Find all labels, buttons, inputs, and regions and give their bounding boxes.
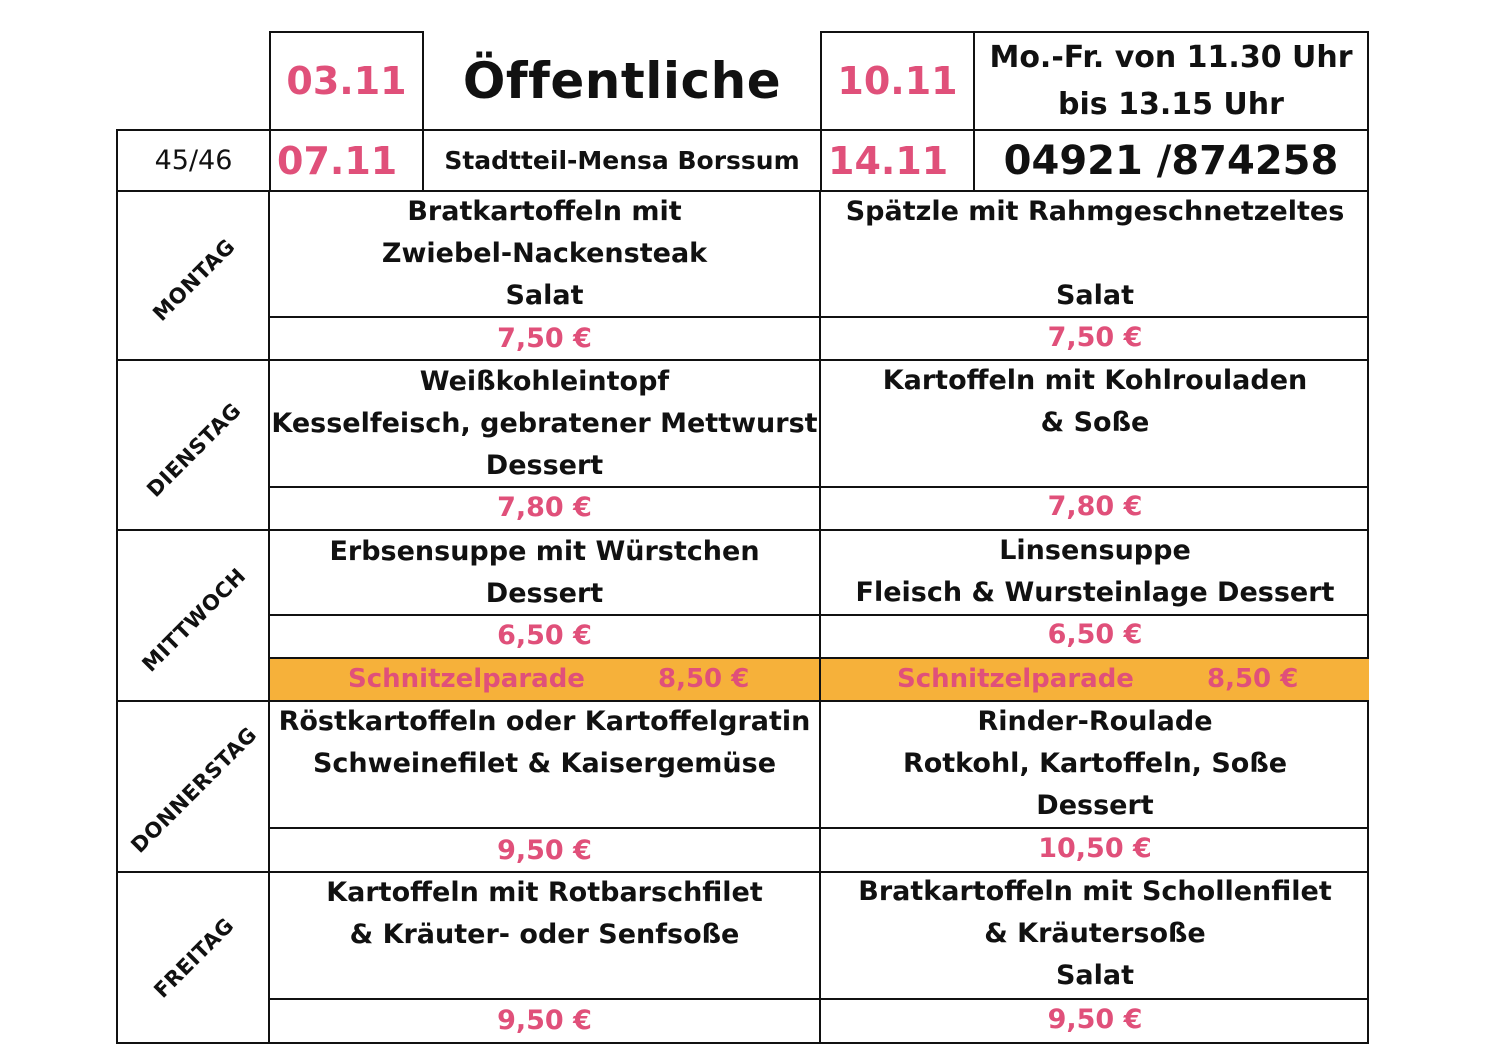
menu-item-text: Weißkohleintopf Kesselfeisch, gebratener Mettwurst Dessert <box>271 366 818 481</box>
hours-cell <box>973 31 1369 131</box>
hours-line1: Mo.-Fr. von 11.30 Uhr <box>989 40 1353 75</box>
week2-end-cell <box>820 129 975 192</box>
special-offer-label: Schnitzelparade <box>348 664 585 694</box>
price-label: 9,50 € <box>497 835 592 866</box>
menu-item-text: Linsensuppe Fleisch & Wursteinlage Dessert <box>855 535 1335 608</box>
price-label: 6,50 € <box>1047 619 1143 650</box>
special-offer-price: 8,50 € <box>1207 664 1299 694</box>
menu-item-text: Röstkartoffeln oder Kartoffelgratin Schweinefilet & Kaisergemüse <box>278 706 811 779</box>
price-label: 7,80 € <box>1047 491 1143 522</box>
menu-item-text: Kartoffeln mit Rotbarschfilet & Kräuter- oder Senfsoße <box>326 877 763 950</box>
week2-start-date: 10.11 <box>837 59 958 103</box>
price-label: 9,50 € <box>1047 1004 1143 1035</box>
day-label-montag: MONTAG <box>148 234 240 326</box>
page-title: Öffentliche <box>462 52 782 110</box>
day-label-donnerstag: DONNERSTAG <box>126 722 262 858</box>
title-cell <box>424 31 820 131</box>
price-label: 9,50 € <box>497 1005 592 1036</box>
special-offer-price: 8,50 € <box>658 664 750 694</box>
week1-end-cell <box>269 129 424 192</box>
day-label-freitag: FREITAG <box>149 913 239 1003</box>
menu-item-text: Bratkartoffeln mit Schollenfilet & Kräutersoße Salat <box>858 876 1332 991</box>
special-offer-label: Schnitzelparade <box>897 664 1134 694</box>
price-label: 7,80 € <box>497 492 592 523</box>
price-label: 7,50 € <box>497 323 592 354</box>
price-label: 10,50 € <box>1038 833 1152 864</box>
venue-name: Stadtteil-Mensa Borssum <box>444 146 800 175</box>
phone-cell <box>973 129 1369 192</box>
week-number: 45/46 <box>154 145 233 176</box>
price-label: 6,50 € <box>497 620 592 651</box>
menu-item-text: Rinder-Roulade Rotkohl, Kartoffeln, Soße Dessert <box>902 706 1288 821</box>
phone-number: 04921 /874258 <box>1003 137 1339 184</box>
price-label: 7,50 € <box>1047 322 1143 353</box>
week2-start-cell <box>820 31 975 131</box>
menu-item-text: Bratkartoffeln mit Zwiebel-Nackensteak Salat <box>381 196 708 311</box>
week1-start-date: 03.11 <box>286 59 407 103</box>
day-label-mittwoch: MITTWOCH <box>137 563 251 677</box>
special-offer-banner <box>821 659 1369 700</box>
special-offer-banner <box>270 659 819 700</box>
menu-item-text: Erbsensuppe mit Würstchen Dessert <box>329 536 760 609</box>
menu-item-text: Kartoffeln mit Kohlrouladen & Soße <box>882 365 1308 438</box>
day-label-dienstag: DIENSTAG <box>142 398 246 502</box>
venue-cell <box>422 129 822 192</box>
hours-line2: bis 13.15 Uhr <box>1058 87 1284 122</box>
week2-end-date: 14.11 <box>828 138 949 183</box>
menu-item-text: Spätzle mit Rahmgeschnetzeltes Salat <box>845 196 1345 311</box>
week1-start-cell <box>269 31 424 131</box>
week-number-cell <box>116 129 271 192</box>
week1-end-date: 07.11 <box>277 138 398 183</box>
